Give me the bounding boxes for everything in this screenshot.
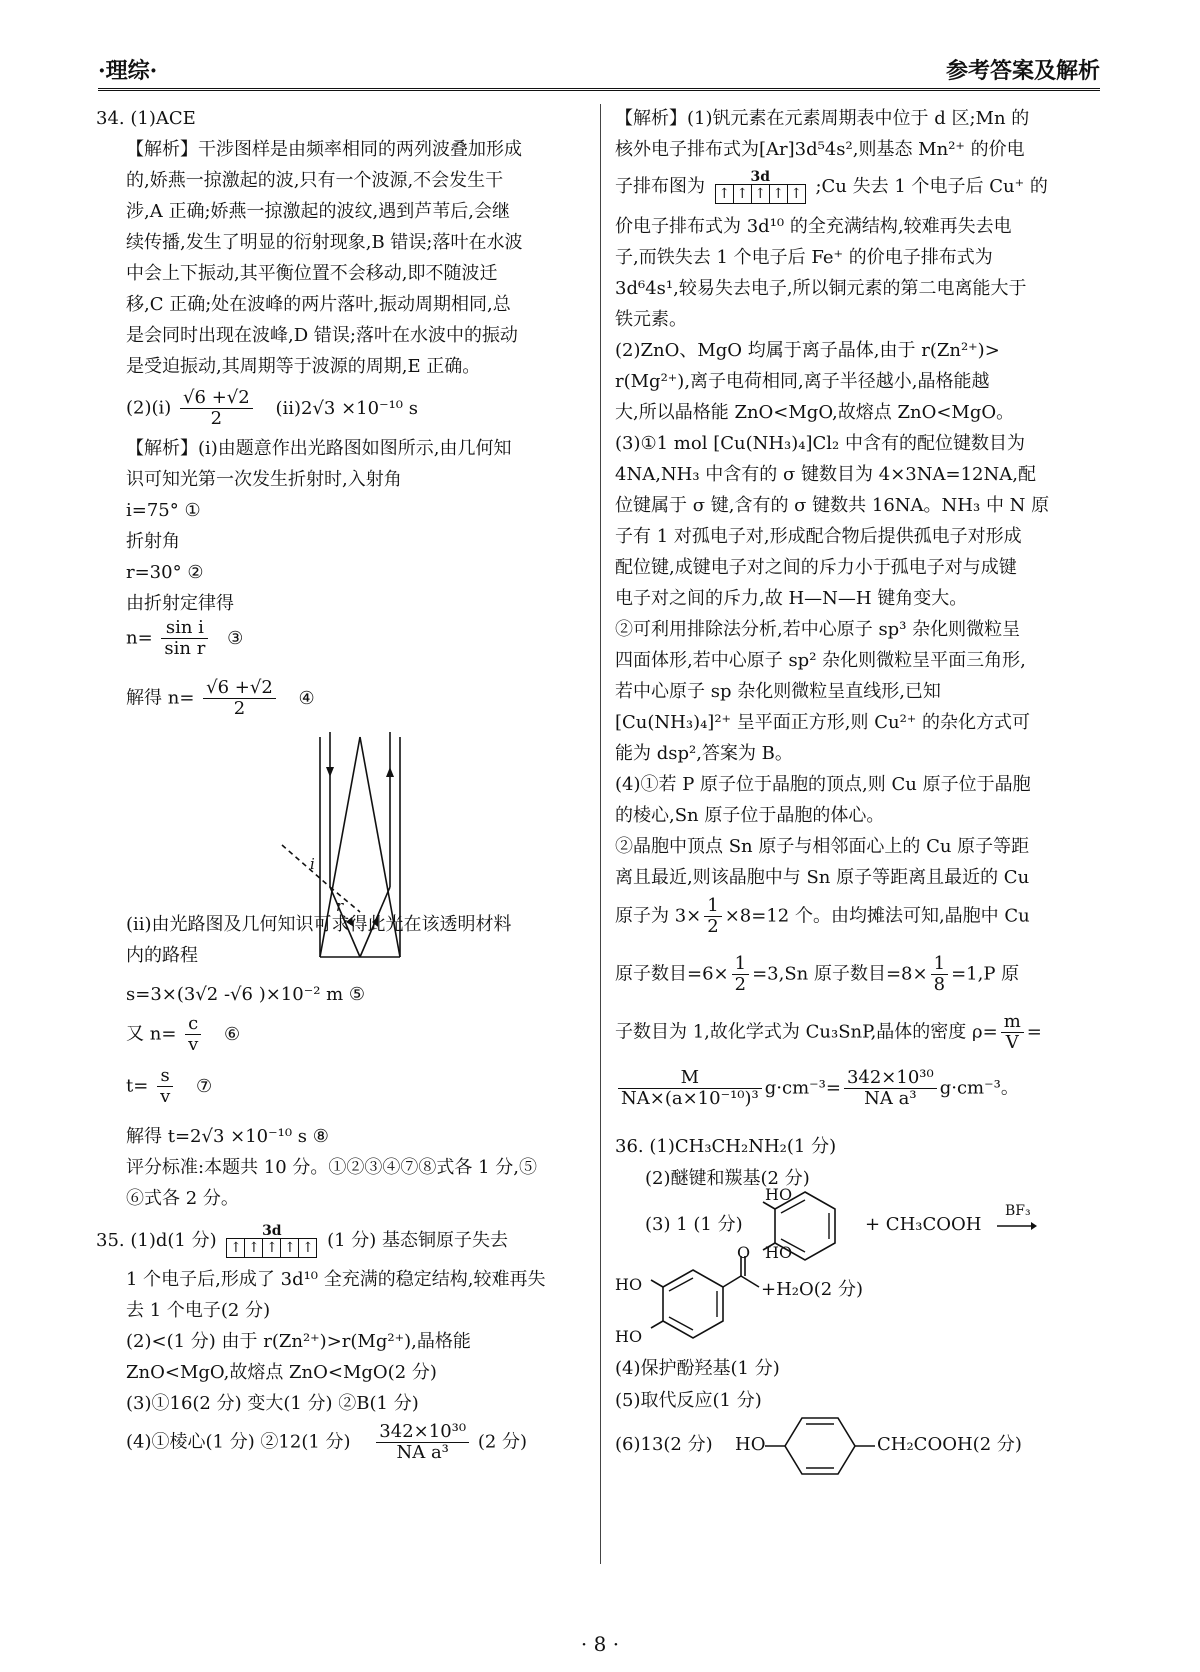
text: = [1026, 1021, 1042, 1043]
page-header [0, 0, 1200, 92]
text-line: 若中心原子 sp 杂化则微粒呈直线形,已知 [615, 681, 941, 702]
text-line: ZnO<MgO,故熔点 ZnO<MgO(2 分) [126, 1362, 437, 1383]
text-line: 核外电子排布式为[Ar]3d⁵4s²,则基态 Mn²⁺ 的价电 [615, 139, 1025, 160]
text: ×8=12 个。由均摊法可知,晶胞中 Cu [724, 905, 1030, 927]
text-line: 是受迫振动,其周期等于波源的周期,E 正确。 [126, 356, 481, 377]
text-line [615, 170, 1048, 204]
fraction [844, 1068, 937, 1109]
orbital-box: ↑ [716, 185, 734, 203]
fraction [157, 1066, 173, 1107]
page-number: · 8 · [580, 1632, 620, 1656]
numerator: c [185, 1014, 201, 1035]
text: 子排布图为 [615, 176, 705, 197]
q36-answer-2: (2)醚键和羰基(2 分) [645, 1168, 810, 1189]
q35-answer-4 [126, 1422, 527, 1463]
text-line: 离且最近,则该晶胞中与 Sn 原子等距离且最近的 Cu [615, 867, 1030, 888]
text-line: (3)①1 mol [Cu(NH₃)₄]Cl₂ 中含有的配位键数目为 [615, 433, 1025, 454]
orbital-box: ↑ [301, 1240, 314, 1256]
q36-answer-1: 36. (1)CH₃CH₂NH₂(1 分) [615, 1136, 837, 1157]
text-line: 的,娇燕一掠激起的波,只有一个波源,不会发生干 [126, 170, 504, 191]
text-line: ②晶胞中顶点 Sn 原子与相邻面心上的 Cu 原子等距 [615, 836, 1030, 857]
text-line: ②可利用排除法分析,若中心原子 sp³ 杂化则微粒呈 [615, 619, 1021, 640]
mol-ho-label: HO [765, 1185, 793, 1204]
text: ④ [298, 687, 315, 709]
angle-r-label: r [336, 897, 344, 915]
text-line: (4)①若 P 原子位于晶胞的顶点,则 Cu 原子位于晶胞 [615, 774, 1031, 795]
numerator: √6 +√2 [203, 678, 276, 699]
text: n= [126, 627, 153, 649]
numerator: 342×10³⁰ [844, 1068, 937, 1089]
text-line [615, 896, 1030, 937]
mol-ho-label: HO [615, 1327, 643, 1346]
denominator: V [1005, 1032, 1019, 1053]
orbital-box: ↑ [281, 1239, 299, 1257]
orbital-box: ↑ [227, 1239, 245, 1257]
text-line: 移,C 正确;处在波峰的两片落叶,振动周期相同,总 [126, 294, 511, 315]
numerator: M [618, 1068, 762, 1089]
numerator: 1 [704, 896, 721, 917]
denominator: 2 [210, 408, 223, 429]
numerator: 1 [931, 954, 948, 975]
angle-i-label: i [310, 855, 315, 873]
fraction [376, 1422, 469, 1463]
text-line: 电子对之间的斥力,故 H—N—H 键角变大。 [615, 588, 968, 609]
text-line: 【解析】干涉图样是由频率相同的两列波叠加形成 [126, 139, 522, 160]
text-line: 铁元素。 [615, 309, 687, 330]
fraction [161, 618, 208, 659]
text: 原子数目=6× [615, 963, 729, 985]
text-line: 能为 dsp²,答案为 B。 [615, 743, 793, 764]
fraction [1001, 1012, 1024, 1053]
light-path-figure [272, 727, 532, 1007]
text-line: 1 个电子后,形成了 3d¹⁰ 全充满的稳定结构,较难再失 [126, 1269, 546, 1290]
text-line: 3d⁶4s¹,较易失去电子,所以铜元素的第二电离能大于 [615, 278, 1027, 299]
fraction [704, 896, 721, 937]
header-title: 参考答案及解析 [945, 58, 1100, 84]
q35-answer-1 [96, 1224, 508, 1258]
text: g·cm⁻³。 [939, 1077, 1019, 1099]
text-line: 的棱心,Sn 原子位于晶胞的体心。 [615, 805, 885, 826]
text-line: 去 1 个电子(2 分) [126, 1300, 271, 1321]
header-rule [98, 88, 1100, 91]
equation-6 [126, 1014, 240, 1055]
hydroxyphenylacetic-acid-structure [765, 1414, 875, 1478]
orbital-box: ↑ [263, 1239, 281, 1257]
mol-ho-label: HO [735, 1434, 766, 1455]
q36-byproduct: +H₂O(2 分) [761, 1279, 863, 1300]
text: 子数目为 1,故化学式为 Cu₃SnP,晶体的密度 ρ= [615, 1021, 998, 1043]
denominator: 8 [933, 974, 946, 995]
text: (4)①棱心(1 分) ②12(1 分) [126, 1431, 351, 1453]
equation-8: 解得 t=2√3 ×10⁻¹⁰ s ⑧ [126, 1126, 329, 1147]
text-line: [Cu(NH₃)₄]²⁺ 呈平面正方形,则 Cu²⁺ 的杂化方式可 [615, 712, 1031, 733]
denominator: NA a³ [864, 1088, 917, 1109]
orbital-diagram [226, 1224, 317, 1258]
fraction [732, 954, 749, 995]
text-line [615, 954, 1019, 995]
text: ⑦ [195, 1075, 213, 1097]
denominator: NA×(a×10⁻¹⁰)³ [621, 1088, 759, 1109]
header-subject: ·理综· [98, 58, 158, 84]
orbital-label: 3d [262, 1223, 282, 1239]
orbital-box: ↑ [770, 185, 788, 203]
catalyst-label: BF₃ [1005, 1203, 1031, 1219]
numerator: s [157, 1066, 173, 1087]
density-formula [615, 1068, 1019, 1109]
text: 解得 n= [126, 687, 195, 709]
orbital-box: ↑ [752, 185, 770, 203]
text: =1,P 原 [951, 963, 1020, 985]
orbital-label: 3d [750, 169, 770, 185]
numerator: 342×10³⁰ [376, 1422, 469, 1443]
column-divider [600, 104, 601, 1564]
text-line: 价电子排布式为 3d¹⁰ 的全充满结构,较难再失去电 [615, 216, 1012, 237]
text-line: (ⅱ)由光路图及几何知识可求得此光在该透明材料 [126, 914, 512, 935]
q36-answer-4: (4)保护酚羟基(1 分) [615, 1358, 780, 1379]
text-line: ⑥式各 2 分。 [126, 1188, 239, 1209]
text: =3,Sn 原子数目=8× [752, 963, 928, 985]
denominator: 2 [233, 698, 246, 719]
numerator: √6 +√2 [180, 388, 253, 409]
text-line: 4NA,NH₃ 中含有的 σ 键数目为 4×3NA=12NA,配 [615, 464, 1036, 485]
text-line: 是会同时出现在波峰,D 错误;落叶在水波中的振动 [126, 325, 518, 346]
numerator: 1 [732, 954, 749, 975]
text-line: 内的路程 [126, 945, 198, 966]
text-line: r(Mg²⁺),离子电荷相同,离子半径越小,晶格能越 [615, 371, 990, 392]
mol-o-label: O [737, 1243, 751, 1262]
text: 35. (1)d(1 分) [96, 1230, 217, 1251]
equation-3 [126, 618, 243, 659]
text-line: (2)ZnO、MgO 均属于离子晶体,由于 r(Zn²⁺)> [615, 340, 1000, 361]
text-line: 四面体形,若中心原子 sp² 杂化则微粒呈平面三角形, [615, 650, 1026, 671]
equation-5: s=3×(3√2 -√6 )×10⁻² m ⑤ [126, 984, 366, 1005]
denominator: 2 [734, 974, 747, 995]
text-line: 评分标准:本题共 10 分。①②③④⑦⑧式各 1 分,⑤ [126, 1157, 538, 1178]
denominator: v [160, 1086, 171, 1107]
text-line: 【解析】(ⅰ)由题意作出光路图如图所示,由几何知 [126, 438, 512, 459]
orbital-box: ↑ [734, 185, 752, 203]
text: 又 n= [126, 1023, 177, 1045]
fraction [618, 1068, 762, 1109]
text: ;Cu 失去 1 个电子后 Cu⁺ 的 [815, 176, 1048, 197]
text-line [615, 1012, 1042, 1053]
text-line: 折射角 [126, 531, 180, 552]
denominator: v [188, 1034, 199, 1055]
text: CH₂COOH(2 分) [877, 1434, 1022, 1455]
text-line: 【解析】(1)钒元素在元素周期表中位于 d 区;Mn 的 [615, 108, 1030, 129]
text: (ⅱ)2√3 ×10⁻¹⁰ s [275, 397, 418, 419]
reagent: + CH₃COOH [865, 1214, 982, 1235]
fraction [185, 1014, 201, 1055]
mol-ho-label: HO [615, 1275, 643, 1294]
denominator: sin r [164, 638, 206, 659]
equation-4 [126, 678, 315, 719]
text: (2 分) [477, 1431, 528, 1453]
orbital-box: ↑ [790, 186, 803, 202]
fraction [203, 678, 276, 719]
reaction-arrow-icon [997, 1220, 1037, 1232]
text-line: 子,而铁失去 1 个电子后 Fe⁺ 的价电子排布式为 [615, 247, 993, 268]
text: (1 分) 基态铜原子失去 [327, 1230, 509, 1251]
orbital-diagram [715, 170, 806, 204]
numerator: sin i [161, 618, 208, 639]
text-line: 大,所以晶格能 ZnO<MgO,故熔点 ZnO<MgO。 [615, 402, 1015, 423]
mol-ho-label: HO [765, 1243, 793, 1262]
text: 原子为 3× [615, 905, 702, 927]
q36-answer-5: (5)取代反应(1 分) [615, 1390, 762, 1411]
equation-2: r=30° ② [126, 562, 204, 583]
fraction [931, 954, 948, 995]
denominator: NA a³ [396, 1442, 449, 1463]
text-line: 配位键,成键电子对之间的斥力小于孤电子对与成键 [615, 557, 1017, 578]
numerator: m [1001, 1012, 1024, 1033]
text-line: 识可知光第一次发生折射时,入射角 [126, 469, 402, 490]
text: ⑥ [224, 1023, 241, 1045]
text-line: 位键属于 σ 键,含有的 σ 键数共 16NA。NH₃ 中 N 原 [615, 495, 1050, 516]
text: g·cm⁻³= [764, 1077, 841, 1099]
text-line: 子有 1 对孤电子对,形成配合物后提供孤电子对形成 [615, 526, 1022, 547]
text-line: 续传播,发生了明显的衍射现象,B 错误;落叶在水波 [126, 232, 523, 253]
equation-1: i=75° ① [126, 500, 201, 521]
text-line: (3)①16(2 分) 变大(1 分) ②B(1 分) [126, 1393, 419, 1414]
q36-answer-6: (6)13(2 分) [615, 1434, 713, 1455]
text-line: 由折射定律得 [126, 593, 234, 614]
text: ③ [227, 627, 244, 649]
orbital-box: ↑ [245, 1239, 263, 1257]
text: (2)(ⅰ) [126, 397, 172, 419]
text-line: (2)<(1 分) 由于 r(Zn²⁺)>r(Mg²⁺),晶格能 [126, 1331, 471, 1352]
text-line: 中会上下振动,其平衡位置不会移动,即不随波迁 [126, 263, 498, 284]
text: t= [126, 1075, 149, 1097]
denominator: 2 [707, 916, 719, 937]
text-line: 涉,A 正确;娇燕一掠激起的波纹,遇到芦苇后,会继 [126, 201, 510, 222]
fraction [180, 388, 253, 429]
q34-answer-2 [126, 388, 418, 429]
q36-answer-3: (3) 1 (1 分) [645, 1214, 743, 1235]
q34-answer-1: 34. (1)ACE [96, 108, 196, 129]
equation-7 [126, 1066, 212, 1107]
